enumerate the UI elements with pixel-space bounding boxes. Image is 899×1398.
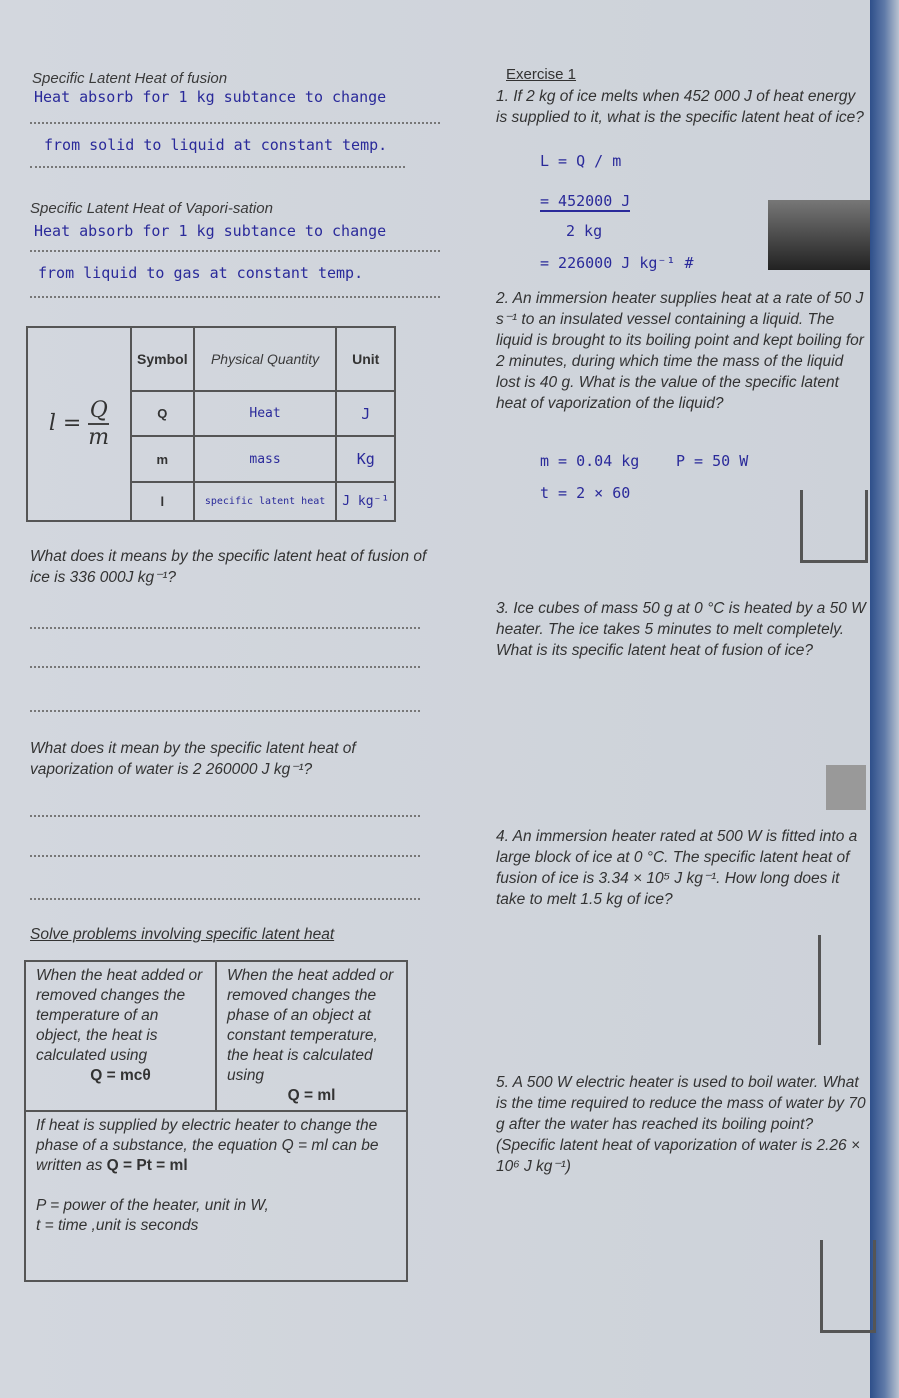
formula-cell: l = $\frac{Q}{m}$ <box>27 327 131 521</box>
ice-block-photo <box>768 200 870 270</box>
question-1: 1. If 2 kg of ice melts when 452 000 J of heat energy is supplied to it, what is the specific latent heat of ice? <box>496 88 864 126</box>
binder-edge <box>870 0 899 1398</box>
fusion-title: Specific Latent Heat of fusion <box>32 70 228 87</box>
question-4: 4. An immersion heater rated at 500 W is fitted into a large block of ice at 0 °C. The specific latent heat of fusion of ice is 3.34 × 10⁵ J kg⁻¹. How long does it take to melt 1.5 kg of ice? <box>496 828 858 908</box>
fusion-answer-line-1: Heat absorb for 1 kg subtance to change <box>34 88 387 106</box>
question-5: 5. A 500 W electric heater is used to boil water. What is the time required to reduce the mass of water by 70 g after the water has reached its boiling point? (Specific latent heat of vaporization of water is 2.26 × 10⁶ J kg⁻¹) <box>496 1074 866 1175</box>
solve-title: Solve problems involving specific latent heat <box>30 926 335 943</box>
q1-work-line: = 452000 J <box>540 192 631 210</box>
table-row: l specific latent heat J kg⁻¹ <box>27 482 395 521</box>
question-3: 3. Ice cubes of mass 50 g at 0 °C is heated by a 50 W heater. The ice takes 5 minutes to melt completely. What is its specific latent heat of fusion of ice? <box>496 600 866 659</box>
exercise-title: Exercise 1 <box>506 66 577 83</box>
q2-work-line: t = 2 × 60 <box>540 484 631 502</box>
retort-stand-figure <box>818 935 871 1045</box>
q2-work-line: m = 0.04 kg <box>540 452 640 470</box>
question-vapor-meaning: What does it mean by the specific latent heat of vaporization of water is 2 260000 J kg⁻¹? <box>30 740 356 778</box>
heater-vessel-figure <box>800 490 868 563</box>
beaker-figure <box>826 765 866 810</box>
vapor-answer-line-1: Heat absorb for 1 kg subtance to change <box>34 222 387 240</box>
formula-box: When the heat added or removed changes the temperature of an object, the heat is calculated using Q = mcθ When the heat added or removed changes the phase of an object at constant temperature, the heat is calculated using Q = ml If heat is supplied by electric heater to change the phase of a substance, the equation Q = ml can be written as Q = Pt = ml P = power of the heater, unit in W, t = time ,unit is seconds <box>24 960 408 1282</box>
latent-heat-table <box>26 326 396 522</box>
q1-work-line: = 226000 J kg⁻¹ # <box>540 254 694 272</box>
question-2: 2. An immersion heater supplies heat at a rate of 50 J s⁻¹ to an insulated vessel containing a liquid. The liquid is brought to its boiling point and kept boiling for 2 minutes, during which time the mass of the liquid lost is 40 g. What is the value of the specific latent heat of vaporization of the liquid? <box>496 290 864 412</box>
q1-work-line: L = Q / m <box>540 152 622 170</box>
boiling-vessel-figure <box>820 1240 876 1333</box>
header-unit: Unit <box>336 327 395 391</box>
fusion-answer-line-2: from solid to liquid at constant temp. <box>44 136 388 154</box>
vapor-answer-line-2: from liquid to gas at constant temp. <box>38 264 364 282</box>
q2-work-line: P = 50 W <box>676 452 749 470</box>
table-row: Q Heat J <box>27 391 395 436</box>
header-symbol: Symbol <box>131 327 194 391</box>
table-row: m mass Kg <box>27 436 395 481</box>
q1-work-line: 2 kg <box>566 222 603 240</box>
question-fusion-meaning: What does it means by the specific latent heat of fusion of ice is 336 000J kg⁻¹? <box>30 548 427 586</box>
vaporisation-title: Specific Latent Heat of Vapori-sation <box>30 200 273 217</box>
header-quantity: Physical Quantity <box>194 327 337 391</box>
